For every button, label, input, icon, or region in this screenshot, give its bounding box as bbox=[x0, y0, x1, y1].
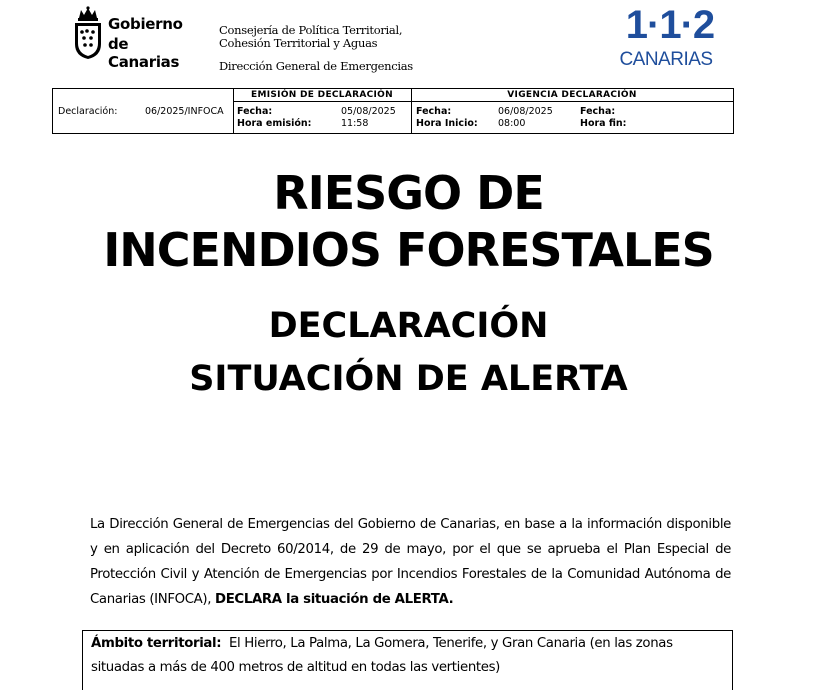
ambito-label: Ámbito territorial: bbox=[91, 636, 222, 651]
vigencia-header: VIGENCIA DECLARACIÓN bbox=[411, 89, 733, 102]
vigencia-hora-label: Hora Inicio: bbox=[416, 118, 478, 129]
consejeria-name bbox=[219, 24, 402, 50]
paragraph-text: La Dirección General de Emergencias del Gobierno de Canarias, en base a la información disponible y en aplicación del Decreto 60/2014, de 29 de mayo, por el que se aprueba el Plan Especial de Protección Civil y Atención de Emergencias por Incendios Forestales de la Comunidad Autónoma de Canarias (INFOCA), bbox=[90, 517, 731, 607]
emision-hora-value: 11:58 bbox=[341, 118, 369, 129]
emision-hora-label: Hora emisión: bbox=[237, 118, 312, 129]
declaration-info-table bbox=[52, 88, 734, 134]
logo-112-canarias bbox=[620, 6, 720, 70]
declaracion-label: Declaración: bbox=[58, 106, 118, 117]
fin-fecha-label: Fecha: bbox=[580, 106, 616, 117]
title-line4: SITUACIÓN DE ALERTA bbox=[189, 359, 628, 399]
emergency-112-icon bbox=[620, 6, 720, 70]
title-line2: INCENDIOS FORESTALES bbox=[103, 223, 714, 277]
emision-fecha-value: 05/08/2025 bbox=[341, 106, 396, 117]
emision-cell bbox=[233, 89, 412, 133]
direccion-name: Dirección General de Emergencias bbox=[219, 59, 413, 73]
coat-of-arms-icon bbox=[72, 6, 104, 60]
ambito-territorial-box bbox=[82, 630, 733, 690]
declaracion-cell bbox=[53, 89, 234, 133]
title-line3: DECLARACIÓN bbox=[268, 306, 549, 346]
vigencia-hora-value: 08:00 bbox=[498, 118, 526, 129]
vigencia-fecha-label: Fecha: bbox=[416, 106, 452, 117]
declara-statement: DECLARA la situación de ALERTA. bbox=[215, 592, 454, 607]
emision-header: EMISIÓN DE DECLARACIÓN bbox=[233, 89, 411, 102]
consejeria-line1: Consejería de Política Territorial, bbox=[219, 23, 403, 37]
logo-112-number: 1·1·2 bbox=[625, 6, 715, 47]
declaracion-value: 06/2025/INFOCA bbox=[145, 106, 224, 117]
emision-fecha-label: Fecha: bbox=[237, 106, 273, 117]
vigencia-cell bbox=[411, 89, 733, 133]
fin-hora-label: Hora fin: bbox=[580, 118, 627, 129]
gobierno-logo-line2: de Canarias bbox=[108, 35, 180, 71]
vigencia-fecha-value: 06/08/2025 bbox=[498, 106, 553, 117]
gobierno-logo-line1: Gobierno bbox=[108, 15, 183, 33]
consejeria-line2: Cohesión Territorial y Aguas bbox=[219, 36, 378, 50]
ambito-text: El Hierro, La Palma, La Gomera, Tenerife, y Gran Canaria (en las zonas situadas a más de 400 metros de altitud en todas las vertientes) bbox=[91, 636, 673, 675]
logo-112-text: CANARIAS bbox=[620, 49, 713, 70]
declaration-paragraph bbox=[90, 512, 731, 612]
gobierno-canarias-logo bbox=[72, 6, 202, 71]
title-line1: RIESGO DE bbox=[273, 166, 544, 220]
